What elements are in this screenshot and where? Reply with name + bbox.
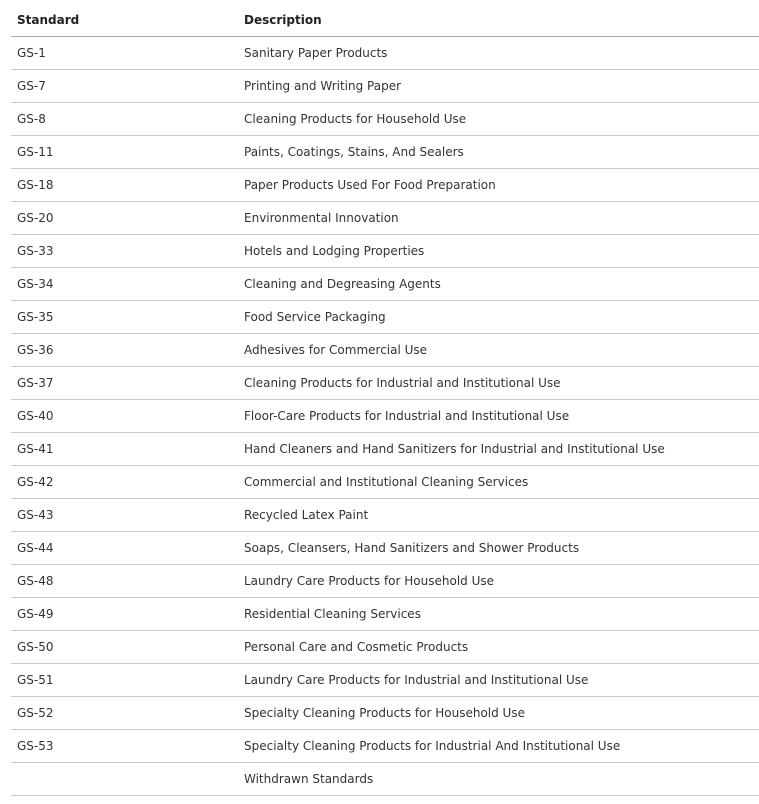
standard-cell: GS-18	[17, 178, 54, 192]
description-cell[interactable]: Cleaning Products for Household Use	[244, 112, 467, 126]
description-cell[interactable]: Paper Products Used For Food Preparation	[244, 178, 496, 192]
table-body	[11, 37, 759, 796]
description-cell[interactable]: Withdrawn Standards	[244, 772, 374, 786]
table-row	[11, 433, 759, 466]
table-row	[11, 697, 759, 730]
standard-cell: GS-50	[17, 640, 54, 654]
description-cell[interactable]: Printing and Writing Paper	[244, 79, 402, 93]
table-row	[11, 532, 759, 565]
description-cell[interactable]: Residential Cleaning Services	[244, 607, 421, 621]
table-row	[11, 400, 759, 433]
standard-cell: GS-48	[17, 574, 54, 588]
table-row	[11, 730, 759, 763]
description-cell[interactable]: Environmental Innovation	[244, 211, 399, 225]
table-row	[11, 235, 759, 268]
table-row	[11, 763, 759, 796]
description-cell[interactable]: Specialty Cleaning Products for Industrial And Institutional Use	[244, 739, 621, 753]
standard-cell: GS-35	[17, 310, 54, 324]
standard-cell: GS-49	[17, 607, 54, 621]
standard-cell: GS-33	[17, 244, 54, 258]
description-cell[interactable]: Hand Cleaners and Hand Sanitizers for Industrial and Institutional Use	[244, 442, 665, 456]
description-cell[interactable]: Cleaning and Degreasing Agents	[244, 277, 441, 291]
description-cell[interactable]: Food Service Packaging	[244, 310, 386, 324]
description-cell[interactable]: Commercial and Institutional Cleaning Services	[244, 475, 529, 489]
table-row	[11, 268, 759, 301]
description-cell[interactable]: Recycled Latex Paint	[244, 508, 369, 522]
description-cell[interactable]: Laundry Care Products for Industrial and Institutional Use	[244, 673, 589, 687]
standard-cell: GS-43	[17, 508, 54, 522]
table-row	[11, 334, 759, 367]
table-row	[11, 631, 759, 664]
standard-cell: GS-20	[17, 211, 54, 225]
table-row	[11, 664, 759, 697]
table-row	[11, 598, 759, 631]
standard-cell: GS-44	[17, 541, 54, 555]
table-row	[11, 37, 759, 70]
standard-cell: GS-53	[17, 739, 54, 753]
table-row	[11, 565, 759, 598]
table-row	[11, 466, 759, 499]
header-description: Description	[244, 13, 322, 27]
table-row	[11, 202, 759, 235]
standard-cell: GS-34	[17, 277, 54, 291]
description-cell[interactable]: Cleaning Products for Industrial and Institutional Use	[244, 376, 561, 390]
standard-cell: GS-8	[17, 112, 46, 126]
header-standard: Standard	[17, 13, 80, 27]
description-cell[interactable]: Floor-Care Products for Industrial and Institutional Use	[244, 409, 570, 423]
standard-cell: GS-40	[17, 409, 54, 423]
standard-cell: GS-11	[17, 145, 54, 159]
description-cell[interactable]: Adhesives for Commercial Use	[244, 343, 428, 357]
standard-cell: GS-41	[17, 442, 54, 456]
table-row	[11, 499, 759, 532]
standards-table	[11, 4, 759, 796]
standard-cell: GS-1	[17, 46, 46, 60]
description-cell[interactable]: Sanitary Paper Products	[244, 46, 388, 60]
table-row	[11, 169, 759, 202]
table-row	[11, 367, 759, 400]
table-row	[11, 103, 759, 136]
table-row	[11, 301, 759, 334]
description-cell[interactable]: Specialty Cleaning Products for Household Use	[244, 706, 525, 720]
description-cell[interactable]: Soaps, Cleansers, Hand Sanitizers and Shower Products	[244, 541, 580, 555]
standard-cell: GS-42	[17, 475, 54, 489]
description-cell[interactable]: Personal Care and Cosmetic Products	[244, 640, 469, 654]
standard-cell: GS-37	[17, 376, 54, 390]
description-cell[interactable]: Paints, Coatings, Stains, And Sealers	[244, 145, 464, 159]
table-header-row	[11, 4, 759, 37]
description-cell[interactable]: Laundry Care Products for Household Use	[244, 574, 494, 588]
standard-cell: GS-36	[17, 343, 54, 357]
standard-cell: GS-52	[17, 706, 54, 720]
table-row	[11, 136, 759, 169]
standard-cell: GS-7	[17, 79, 46, 93]
description-cell[interactable]: Hotels and Lodging Properties	[244, 244, 425, 258]
table-row	[11, 70, 759, 103]
standard-cell: GS-51	[17, 673, 54, 687]
